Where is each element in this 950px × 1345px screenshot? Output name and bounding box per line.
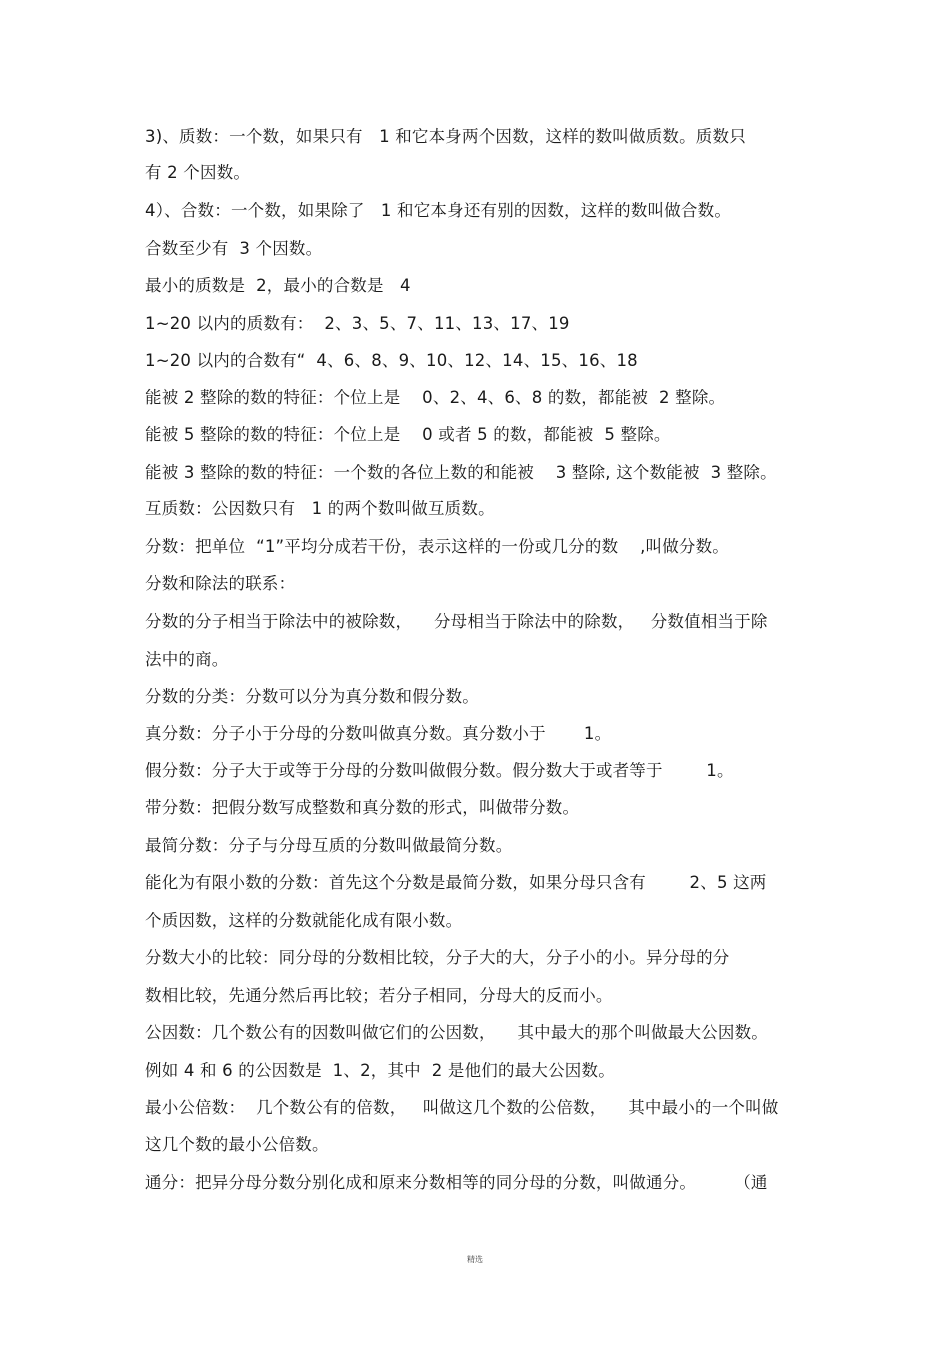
text-line: 通分：把异分母分数分别化成和原来分数相等的同分母的分数，叫做通分。 （通 — [145, 1173, 768, 1192]
text-line: 假分数：分子大于或等于分母的分数叫做假分数。假分数大于或者等于 1。 — [145, 761, 734, 780]
text-line: 3)、质数：一个数，如果只有 1 和它本身两个因数，这样的数叫做质数。质数只 — [145, 127, 746, 146]
text-line: 分数的分类：分数可以分为真分数和假分数。 — [145, 687, 479, 706]
text-line: 例如 4 和 6 的公因数是 1、2，其中 2 是他们的最大公因数。 — [145, 1061, 615, 1080]
text-line: 真分数：分子小于分母的分数叫做真分数。真分数小于 1。 — [145, 724, 612, 743]
text-line: 能化为有限小数的分数：首先这个分数是最简分数，如果分母只含有 2、5 这两 — [145, 873, 767, 892]
text-line: 互质数：公因数只有 1 的两个数叫做互质数。 — [145, 499, 495, 518]
text-line: 1~20 以内的质数有： 2、3、5、7、11、13、17、19 — [145, 314, 570, 333]
text-line: 分数和除法的联系： — [145, 574, 296, 593]
text-line: 最简分数：分子与分母互质的分数叫做最简分数。 — [145, 836, 513, 855]
text-line: 最小公倍数： 几个数公有的倍数， 叫做这几个数的公倍数， 其中最小的一个叫做 — [145, 1098, 779, 1117]
text-line: 分数的分子相当于除法中的被除数， 分母相当于除法中的除数， 分数值相当于除 — [145, 612, 768, 631]
text-line: 合数至少有 3 个因数。 — [145, 239, 323, 258]
text-line: 分数大小的比较：同分母的分数相比较，分子大的大，分子小的小。异分母的分 — [145, 948, 730, 967]
text-line: 法中的商。 — [145, 650, 229, 669]
text-line: 能被 3 整除的数的特征：一个数的各位上数的和能被 3 整除, 这个数能被 3 整除。 — [145, 463, 777, 482]
text-line: 能被 5 整除的数的特征：个位上是 0 或者 5 的数，都能被 5 整除。 — [145, 425, 671, 444]
text-line: 带分数：把假分数写成整数和真分数的形式，叫做带分数。 — [145, 798, 580, 817]
text-line: 数相比较，先通分然后再比较；若分子相同，分母大的反而小。 — [145, 986, 613, 1005]
text-line: 4）、合数：一个数，如果除了 1 和它本身还有别的因数，这样的数叫做合数。 — [145, 201, 732, 220]
page-footer: 精选 — [467, 1255, 483, 1264]
text-line: 分数：把单位 “1”平均分成若干份，表示这样的一份或几分的数 ,叫做分数。 — [145, 537, 730, 556]
text-line: 1~20 以内的合数有“ 4、6、8、9、10、12、14、15、16、18 — [145, 351, 638, 370]
text-line: 有 2 个因数。 — [145, 163, 251, 182]
text-line: 这几个数的最小公倍数。 — [145, 1135, 329, 1154]
text-line: 最小的质数是 2，最小的合数是 4 — [145, 276, 411, 295]
text-line: 公因数：几个数公有的因数叫做它们的公因数， 其中最大的那个叫做最大公因数。 — [145, 1023, 768, 1042]
text-line: 个质因数，这样的分数就能化成有限小数。 — [145, 911, 463, 930]
text-line: 能被 2 整除的数的特征：个位上是 0、2、4、6、8 的数，都能被 2 整除。 — [145, 388, 726, 407]
